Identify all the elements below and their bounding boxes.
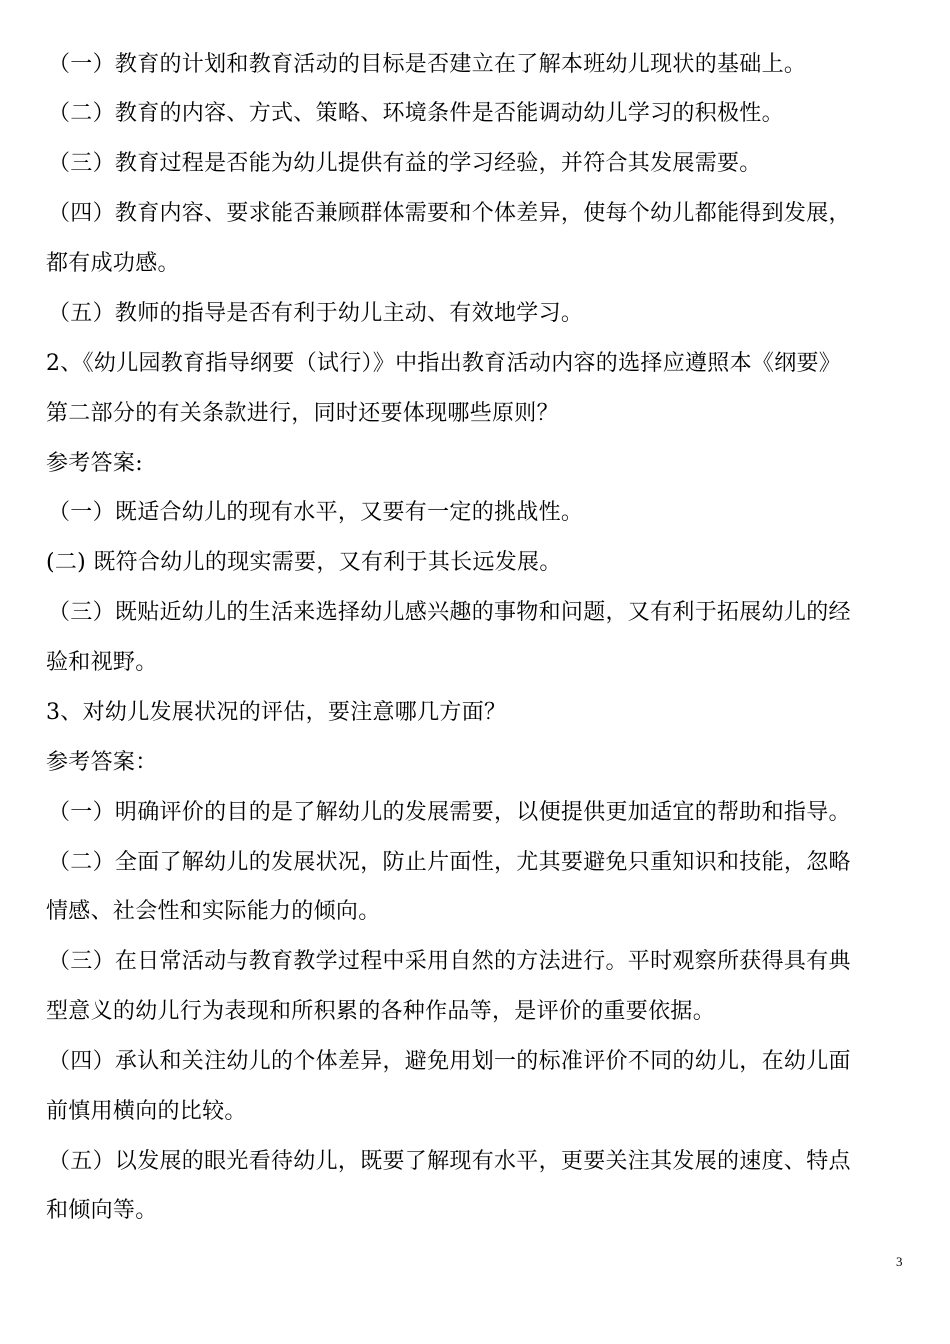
text-line: （一）既适合幼儿的现有水平，又要有一定的挑战性。 [48, 500, 584, 525]
text-line: 前慎用横向的比较。 [46, 1099, 247, 1124]
text-line: （五）以发展的眼光看待幼儿，既要了解现有水平，更要关注其发展的速度、特点 [48, 1149, 851, 1174]
text-line: （三）教育过程是否能为幼儿提供有益的学习经验，并符合其发展需要。 [48, 151, 762, 176]
text-line: （三）在日常活动与教育教学过程中采用自然的方法进行。平时观察所获得具有典 [48, 949, 851, 974]
text-line: （二）教育的内容、方式、策略、环境条件是否能调动幼儿学习的积极性。 [48, 101, 784, 126]
text-line: 型意义的幼儿行为表现和所积累的各种作品等，是评价的重要依据。 [46, 999, 716, 1024]
text-line: （四）教育内容、要求能否兼顾群体需要和个体差异，使每个幼儿都能得到发展， [48, 201, 851, 226]
text-line: 情感、社会性和实际能力的倾向。 [46, 899, 381, 924]
text-line: （三）既贴近幼儿的生活来选择幼儿感兴趣的事物和问题，又有利于拓展幼儿的经 [48, 600, 851, 625]
text-line: 和倾向等。 [46, 1198, 158, 1223]
question-line: 第二部分的有关条款进行，同时还要体现哪些原则？ [46, 401, 559, 426]
text-line: （一）教育的计划和教育活动的目标是否建立在了解本班幼儿现状的基础上。 [48, 52, 807, 77]
text-line: 验和视野。 [46, 650, 158, 675]
text-line: (二) 既符合幼儿的现实需要，又有利于其长远发展。 [46, 550, 562, 575]
question-line: 3、对幼儿发展状况的评估，要注意哪几方面？ [46, 700, 507, 725]
answer-heading: 参考答案: [46, 451, 143, 476]
page-number: 3 [896, 1254, 903, 1269]
text-line: （四）承认和关注幼儿的个体差异，避免用划一的标准评价不同的幼儿，在幼儿面 [48, 1049, 851, 1074]
text-line: 都有成功感。 [46, 251, 180, 276]
text-line: （一）明确评价的目的是了解幼儿的发展需要，以便提供更加适宜的帮助和指导。 [48, 800, 851, 825]
question-line: 2、《幼儿园教育指导纲要（试行）》中指出教育活动内容的选择应遵照本《纲要》 [46, 351, 842, 376]
text-line: （五）教师的指导是否有利于幼儿主动、有效地学习。 [48, 301, 584, 326]
text-line: （二）全面了解幼儿的发展状况，防止片面性，尤其要避免只重知识和技能，忽略 [48, 850, 851, 875]
answer-heading: 参考答案： [46, 750, 158, 775]
